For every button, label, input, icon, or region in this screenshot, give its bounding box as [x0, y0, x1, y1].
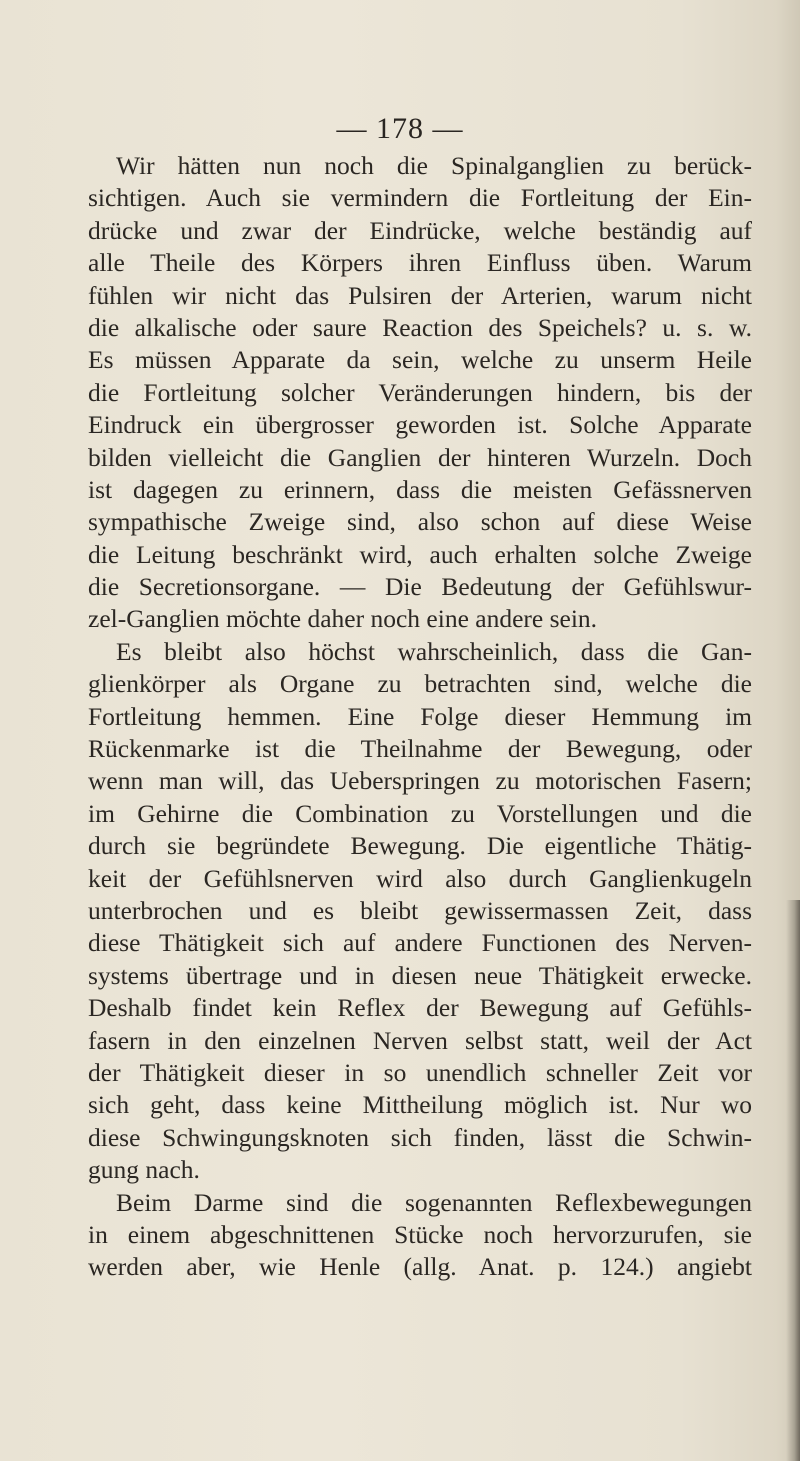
text-line: Wir hätten nun noch die Spinalganglien zu berück-: [116, 151, 752, 180]
text-line: zel-Ganglien möchte daher noch eine andere sein.: [88, 604, 598, 634]
text-line: alle Theile des Körpers ihren Einfluss üben. Warum: [88, 248, 752, 278]
text-line: unterbrochen und es bleibt gewissermassen Zeit, dass: [88, 895, 752, 925]
page-number: — 178 —: [336, 112, 464, 145]
text-line: Beim Darme sind die sogenannten Reflexbewegungen: [116, 1187, 752, 1217]
page-edge-shadow: [786, 900, 800, 1461]
text-line: im Gehirne die Combination zu Vorstellungen und die: [88, 798, 752, 828]
text-line: gung nach.: [88, 1155, 200, 1185]
text-line: diese Thätigkeit sich auf andere Functionen des Nerven-: [88, 928, 752, 958]
text-line: wenn man will, das Ueberspringen zu motorischen Fasern;: [88, 766, 752, 796]
text-line: der Thätigkeit dieser in so unendlich schneller Zeit vor: [88, 1057, 752, 1087]
text-line: die alkalische oder saure Reaction des Speichels? u. s. w.: [88, 312, 752, 342]
text-line: die Leitung beschränkt wird, auch erhalten solche Zweige: [88, 539, 752, 569]
text-line: sich geht, dass keine Mittheilung möglich ist. Nur wo: [88, 1090, 752, 1120]
text-line: Es müssen Apparate da sein, welche zu unserm Heile: [88, 345, 752, 375]
text-line: in einem abgeschnittenen Stücke noch hervorzurufen, sie: [88, 1219, 752, 1249]
text-line: bilden vielleicht die Ganglien der hinteren Wurzeln. Doch: [88, 442, 752, 472]
body-text: [88, 150, 752, 1284]
text-line: die Secretionsorgane. — Die Bedeutung der Gefühlswur-: [88, 572, 752, 602]
text-line: durch sie begründete Bewegung. Die eigentliche Thätig-: [88, 831, 752, 861]
text-line: ist dagegen zu erinnern, dass die meisten Gefässnerven: [88, 474, 752, 504]
text-line: Es bleibt also höchst wahrscheinlich, dass die Gan-: [116, 636, 752, 666]
text-line: keit der Gefühlsnerven wird also durch Ganglienkugeln: [88, 863, 752, 893]
text-line: sichtigen. Auch sie vermindern die Fortleitung der Ein-: [88, 183, 752, 213]
text-line: Fortleitung hemmen. Eine Folge dieser Hemmung im: [88, 701, 752, 731]
text-line: glienkörper als Organe zu betrachten sind, welche die: [88, 669, 752, 699]
text-line: sympathische Zweige sind, also schon auf diese Weise: [88, 507, 752, 537]
text-line: die Fortleitung solcher Veränderungen hindern, bis der: [88, 377, 752, 407]
text-line: Rückenmarke ist die Theilnahme der Bewegung, oder: [88, 734, 752, 764]
text-line: drücke und zwar der Eindrücke, welche beständig auf: [88, 215, 752, 245]
text-line: Eindruck ein übergrosser geworden ist. Solche Apparate: [88, 410, 752, 440]
text-line: Deshalb findet kein Reflex der Bewegung auf Gefühls-: [88, 993, 752, 1023]
text-line: werden aber, wie Henle (allg. Anat. p. 124.) angiebt: [88, 1252, 752, 1282]
text-line: fühlen wir nicht das Pulsiren der Arterien, warum nicht: [88, 280, 752, 310]
text-line: fasern in den einzelnen Nerven selbst statt, weil der Act: [88, 1025, 752, 1055]
text-line: diese Schwingungsknoten sich finden, lässt die Schwin-: [88, 1122, 752, 1152]
text-line: systems übertrage und in diesen neue Thätigkeit erwecke.: [88, 960, 752, 990]
